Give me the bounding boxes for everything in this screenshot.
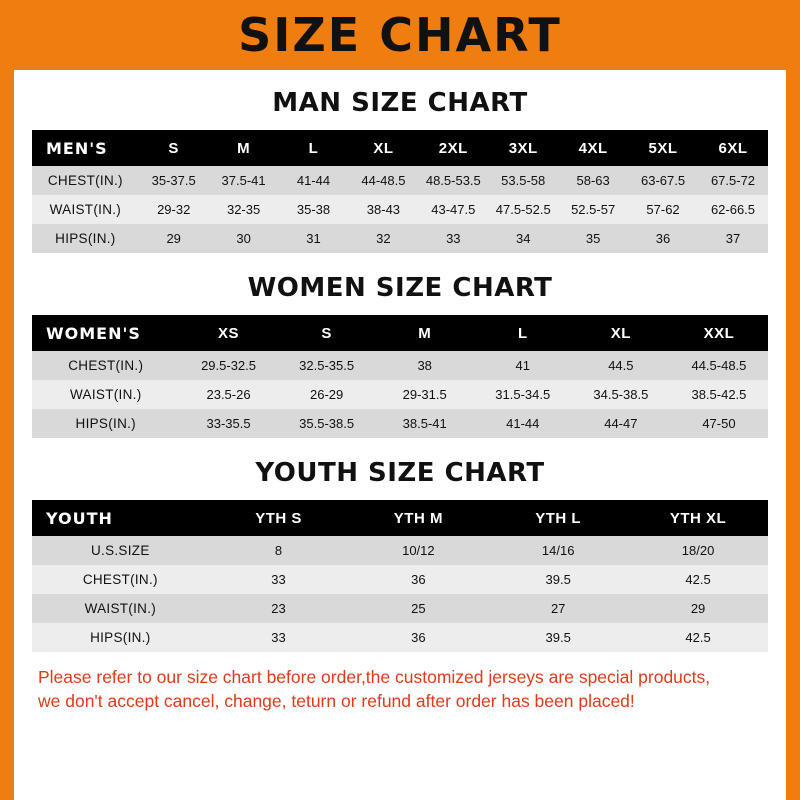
table-row xyxy=(32,380,768,409)
cell: 34.5-38.5 xyxy=(572,380,670,409)
women-size-table xyxy=(32,315,768,438)
cell: 33 xyxy=(209,623,349,652)
cell: 30 xyxy=(209,224,279,253)
cell: 25 xyxy=(348,594,488,623)
cell: 26-29 xyxy=(278,380,376,409)
cell: 23 xyxy=(209,594,349,623)
column-header: XXL xyxy=(670,315,768,351)
cell: 29 xyxy=(139,224,209,253)
column-header: 6XL xyxy=(698,130,768,166)
page-title: SIZE CHART xyxy=(238,8,562,62)
cell: 33-35.5 xyxy=(180,409,278,438)
row-label: CHEST(IN.) xyxy=(32,166,139,195)
cell: 32.5-35.5 xyxy=(278,351,376,380)
banner xyxy=(14,0,786,70)
cell: 37.5-41 xyxy=(209,166,279,195)
cell: 41-44 xyxy=(474,409,572,438)
column-header: YOUTH xyxy=(32,500,209,536)
cell: 52.5-57 xyxy=(558,195,628,224)
cell: 36 xyxy=(628,224,698,253)
cell: 38.5-41 xyxy=(376,409,474,438)
cell: 38-43 xyxy=(348,195,418,224)
row-label: WAIST(IN.) xyxy=(32,380,180,409)
cell: 31.5-34.5 xyxy=(474,380,572,409)
table-row xyxy=(32,224,768,253)
cell: 31 xyxy=(279,224,349,253)
cell: 29.5-32.5 xyxy=(180,351,278,380)
cell: 29-31.5 xyxy=(376,380,474,409)
table-row xyxy=(32,409,768,438)
cell: 47.5-52.5 xyxy=(488,195,558,224)
row-label: HIPS(IN.) xyxy=(32,409,180,438)
cell: 33 xyxy=(418,224,488,253)
column-header: 4XL xyxy=(558,130,628,166)
cell: 36 xyxy=(348,565,488,594)
column-header: YTH XL xyxy=(628,500,768,536)
column-header: 3XL xyxy=(488,130,558,166)
column-header: WOMEN'S xyxy=(32,315,180,351)
cell: 44-47 xyxy=(572,409,670,438)
cell: 32-35 xyxy=(209,195,279,224)
cell: 67.5-72 xyxy=(698,166,768,195)
cell: 44.5-48.5 xyxy=(670,351,768,380)
cell: 62-66.5 xyxy=(698,195,768,224)
cell: 35 xyxy=(558,224,628,253)
cell: 38 xyxy=(376,351,474,380)
chart-content xyxy=(14,88,786,713)
cell: 42.5 xyxy=(628,565,768,594)
cell: 14/16 xyxy=(488,536,628,565)
cell: 53.5-58 xyxy=(488,166,558,195)
notice-line-2: we don't accept cancel, change, teturn or refund after order has been placed! xyxy=(38,690,635,711)
row-label: CHEST(IN.) xyxy=(32,565,209,594)
row-label: WAIST(IN.) xyxy=(32,594,209,623)
table-row xyxy=(32,623,768,652)
cell: 18/20 xyxy=(628,536,768,565)
column-header: YTH S xyxy=(209,500,349,536)
table-row xyxy=(32,565,768,594)
column-header: S xyxy=(278,315,376,351)
column-header: M xyxy=(376,315,474,351)
column-header: S xyxy=(139,130,209,166)
cell: 34 xyxy=(488,224,558,253)
row-label: CHEST(IN.) xyxy=(32,351,180,380)
cell: 43-47.5 xyxy=(418,195,488,224)
cell: 47-50 xyxy=(670,409,768,438)
row-label: WAIST(IN.) xyxy=(32,195,139,224)
cell: 37 xyxy=(698,224,768,253)
cell: 23.5-26 xyxy=(180,380,278,409)
cell: 42.5 xyxy=(628,623,768,652)
column-header: MEN'S xyxy=(32,130,139,166)
order-notice xyxy=(32,666,768,713)
cell: 41-44 xyxy=(279,166,349,195)
cell: 35-38 xyxy=(279,195,349,224)
youth-size-table xyxy=(32,500,768,652)
column-header: XL xyxy=(348,130,418,166)
table-row xyxy=(32,594,768,623)
row-label: HIPS(IN.) xyxy=(32,224,139,253)
column-header: XS xyxy=(180,315,278,351)
column-header: XL xyxy=(572,315,670,351)
cell: 57-62 xyxy=(628,195,698,224)
cell: 63-67.5 xyxy=(628,166,698,195)
table-row xyxy=(32,166,768,195)
cell: 35.5-38.5 xyxy=(278,409,376,438)
cell: 44-48.5 xyxy=(348,166,418,195)
table-header-row xyxy=(32,130,768,166)
table-row xyxy=(32,536,768,565)
cell: 39.5 xyxy=(488,623,628,652)
notice-line-1: Please refer to our size chart before order,the customized jerseys are special products, xyxy=(38,667,711,687)
table-header-row xyxy=(32,315,768,351)
cell: 27 xyxy=(488,594,628,623)
men-size-table xyxy=(32,130,768,253)
cell: 44.5 xyxy=(572,351,670,380)
cell: 36 xyxy=(348,623,488,652)
cell: 10/12 xyxy=(348,536,488,565)
cell: 38.5-42.5 xyxy=(670,380,768,409)
cell: 39.5 xyxy=(488,565,628,594)
column-header: YTH L xyxy=(488,500,628,536)
table-header-row xyxy=(32,500,768,536)
table-row xyxy=(32,195,768,224)
cell: 58-63 xyxy=(558,166,628,195)
section-title-men: MAN SIZE CHART xyxy=(272,88,528,118)
cell: 29 xyxy=(628,594,768,623)
cell: 41 xyxy=(474,351,572,380)
column-header: YTH M xyxy=(348,500,488,536)
column-header: L xyxy=(279,130,349,166)
column-header: 5XL xyxy=(628,130,698,166)
section-title-youth: YOUTH SIZE CHART xyxy=(255,458,545,488)
column-header: L xyxy=(474,315,572,351)
row-label: HIPS(IN.) xyxy=(32,623,209,652)
cell: 8 xyxy=(209,536,349,565)
column-header: 2XL xyxy=(418,130,488,166)
cell: 29-32 xyxy=(139,195,209,224)
cell: 33 xyxy=(209,565,349,594)
cell: 35-37.5 xyxy=(139,166,209,195)
row-label: U.S.SIZE xyxy=(32,536,209,565)
cell: 48.5-53.5 xyxy=(418,166,488,195)
table-row xyxy=(32,351,768,380)
section-title-women: WOMEN SIZE CHART xyxy=(247,273,553,303)
column-header: M xyxy=(209,130,279,166)
cell: 32 xyxy=(348,224,418,253)
